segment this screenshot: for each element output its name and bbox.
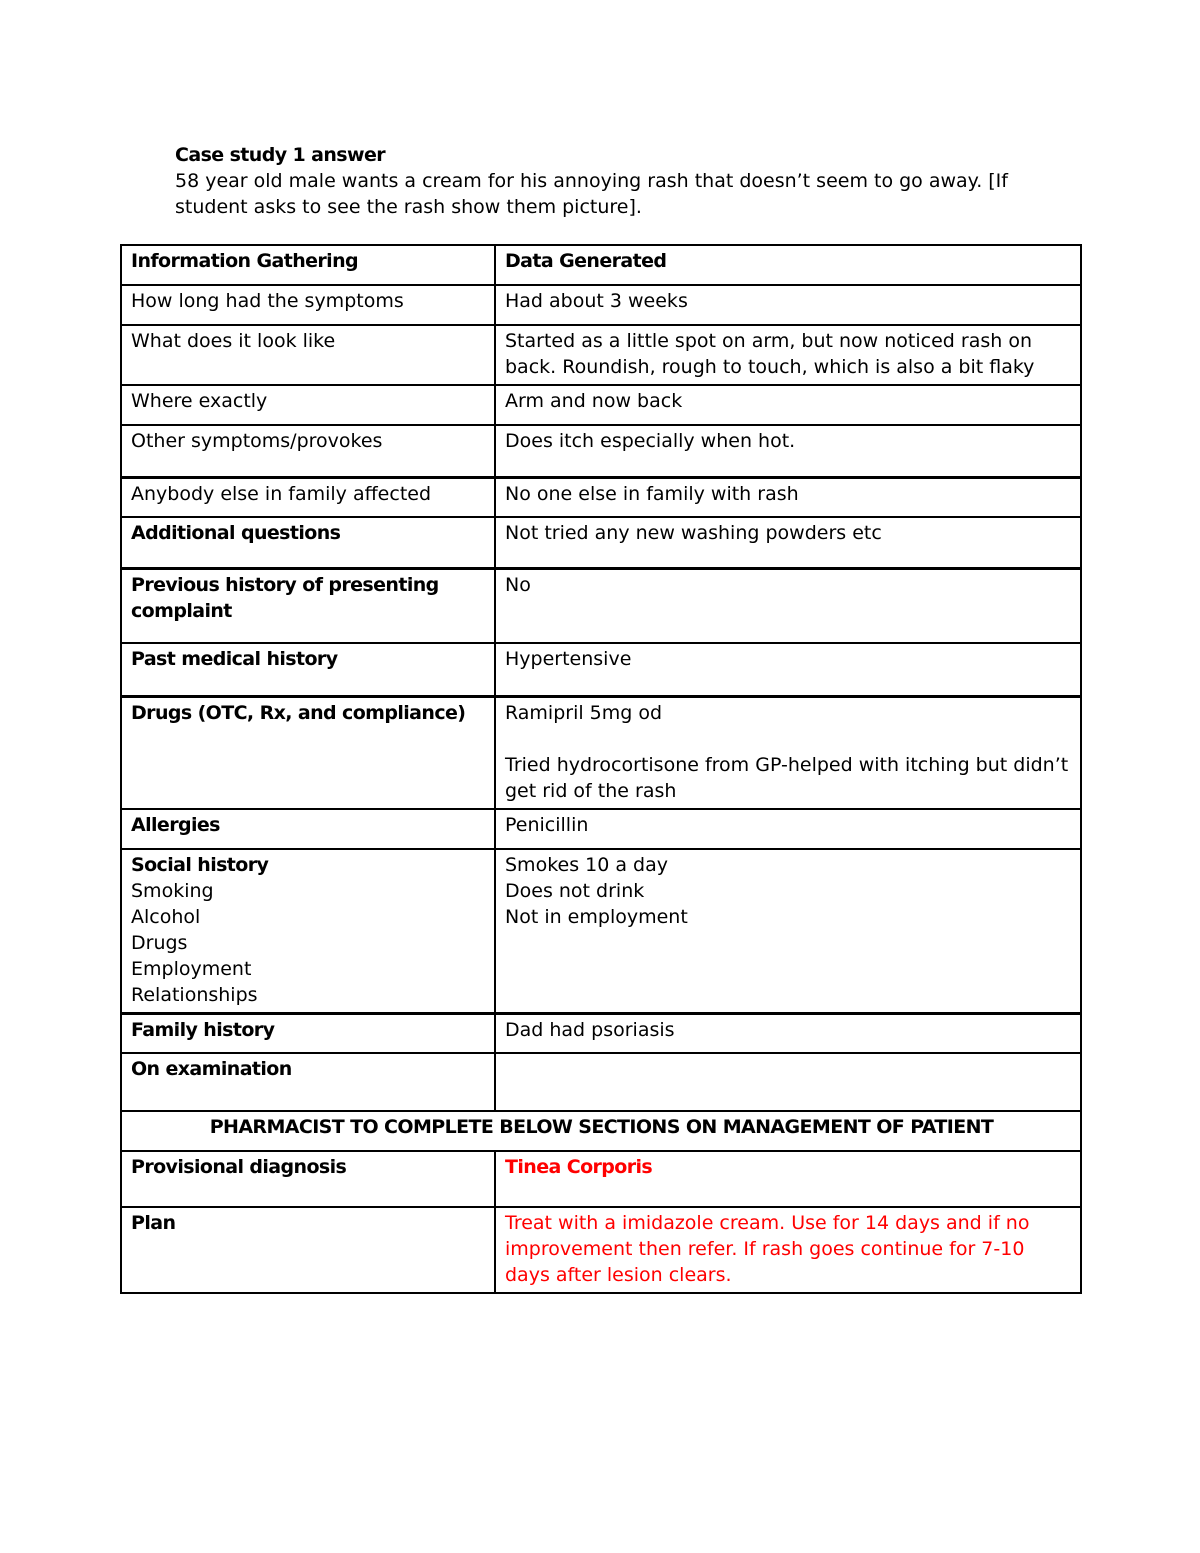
row-label: Drugs (OTC, Rx, and compliance) [121, 696, 495, 809]
header-information-gathering: Information Gathering [121, 245, 495, 285]
section-heading: PHARMACIST TO COMPLETE BELOW SECTIONS ON MANAGEMENT OF PATIENT [121, 1111, 1081, 1151]
row-label: On examination [121, 1053, 495, 1111]
row-value: Arm and now back [495, 385, 1081, 425]
table-row [121, 385, 1081, 425]
row-value: No [495, 568, 1081, 643]
row-label: How long had the symptoms [121, 285, 495, 325]
table-row [121, 1013, 1081, 1053]
table-row [121, 1151, 1081, 1207]
section-heading-row [121, 1111, 1081, 1151]
table-row [121, 643, 1081, 696]
row-value: Does itch especially when hot. [495, 425, 1081, 477]
row-label: Previous history of presenting complaint [121, 568, 495, 643]
table-row [121, 568, 1081, 643]
row-value: Had about 3 weeks [495, 285, 1081, 325]
row-value: Tinea Corporis [495, 1151, 1081, 1207]
row-label: Past medical history [121, 643, 495, 696]
row-label: Social history [131, 853, 269, 876]
row-value: Smokes 10 a day Does not drink Not in employment [495, 849, 1081, 1014]
row-label: Family history [121, 1013, 495, 1053]
table-row [121, 849, 1081, 1014]
row-label: Anybody else in family affected [121, 477, 495, 517]
table-row [121, 809, 1081, 849]
table-row [121, 285, 1081, 325]
row-value [495, 1053, 1081, 1111]
row-value: No one else in family with rash [495, 477, 1081, 517]
row-value: Hypertensive [495, 643, 1081, 696]
row-value: Dad had psoriasis [495, 1013, 1081, 1053]
row-label: What does it look like [121, 325, 495, 385]
case-table [120, 244, 1082, 1294]
case-description: 58 year old male wants a cream for his annoying rash that doesn’t seem to go away. [If student asks to see the rash show them picture]. [175, 170, 1008, 218]
row-value: Treat with a imidazole cream. Use for 14 days and if no improvement then refer. If rash goes continue for 7-10 days after lesion clears. [495, 1207, 1081, 1293]
row-label: Plan [121, 1207, 495, 1293]
row-value: Ramipril 5mg od Tried hydrocortisone from GP-helped with itching but didn’t get rid of the rash [495, 696, 1081, 809]
table-row [121, 325, 1081, 385]
case-title: Case study 1 answer [175, 144, 385, 166]
table-row [121, 696, 1081, 809]
intro [175, 142, 1055, 220]
row-sublabel: Smoking Alcohol Drugs Employment Relationships [131, 879, 258, 1006]
row-label: Allergies [121, 809, 495, 849]
header-data-generated: Data Generated [495, 245, 1081, 285]
table-header-row [121, 245, 1081, 285]
row-value: Started as a little spot on arm, but now noticed rash on back. Roundish, rough to touch, which is also a bit flaky [495, 325, 1081, 385]
row-label: Where exactly [121, 385, 495, 425]
row-value: Penicillin [495, 809, 1081, 849]
row-label-cell [121, 849, 495, 1014]
table-row [121, 425, 1081, 477]
row-label: Additional questions [121, 517, 495, 568]
row-value: Not tried any new washing powders etc [495, 517, 1081, 568]
row-label: Provisional diagnosis [121, 1151, 495, 1207]
table-row [121, 477, 1081, 517]
table-row [121, 1207, 1081, 1293]
table-row [121, 517, 1081, 568]
row-label: Other symptoms/provokes [121, 425, 495, 477]
table-row [121, 1053, 1081, 1111]
